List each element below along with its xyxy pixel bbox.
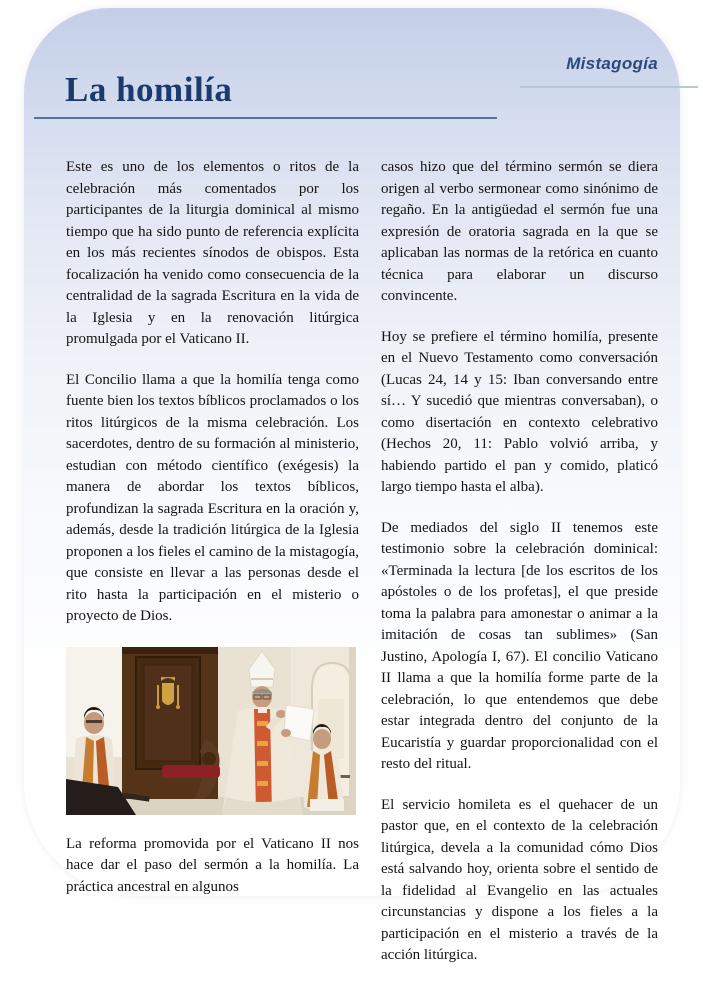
paragraph: El Concilio llama a que la homilía tenga como fuente bien los textos bíblicos proclamados o los ritos litúrgicos de la misma celebración. Los sacerdotes, dentro de su formación al ministerio, estudian con método científico (exégesis) la manera de abordar los textos bíblicos, profundizan la sagrada Escritura en la oración y, además, desde la tradición litúrgica de la Iglesia proponen a los fieles el camino de la mistagogía, que consiste en llevar a las personas desde el rito hasta la participación en el misterio o proyecto de Dios. (66, 371, 359, 624)
paragraph: casos hizo que del término sermón se diera origen al verbo sermonear como sinónimo de regaño. En la antigüedad el sermón fue una expresión de oratoria sagrada en la que se aplicaban las normas de la retórica en cuanto técnica para elaborar un discurso convincente. (381, 159, 658, 304)
left-column (66, 157, 359, 917)
masthead-rule (520, 86, 698, 88)
paragraph: La reforma promovida por el Vaticano II nos hace dar el paso del sermón a la homilía. La práctica ancestral en algunos (66, 835, 359, 895)
page-title: La homilía (65, 70, 233, 109)
homily-photo (66, 647, 356, 815)
paragraph: Este es uno de los elementos o ritos de la celebración más comentados por los participantes de la liturgia dominical al mismo tiempo que ha sido punto de referencia explícita en los más recientes sínodos de obispos. Esta focalización ha venido como consecuencia de la centralidad de la sagrada Escritura en la vida de la Iglesia y en la renovación litúrgica promulgada por el Vaticano II. (66, 159, 359, 347)
masthead-label: Mistagogía (566, 54, 658, 73)
paragraph: De mediados del siglo II tenemos este testimonio sobre la celebración dominical: «Terminada la lectura [de los escritos de los apóstoles o de los profetas], el que preside toma la palabra para amonestar o animar a la imitación de cosas tan sublimes» (San Justino, Apología I, 67). El concilio Vaticano II llama a que la homilía forme parte de la celebración, lo que entendemos que debe estar integrada dentro del conjunto de la Eucaristía y guardar proporcionalidad con el resto del ritual. (381, 519, 658, 772)
paragraph: El servicio homileta es el quehacer de un pastor que, en el contexto de la celebración litúrgica, devela a la comunidad cómo Dios está salvando hoy, orienta sobre el sentido de la fidelidad al Evangelio en las actuales circunstancias y dispone a los fieles a la participación en el misterio a través de la acción litúrgica. (381, 796, 658, 963)
title-rule (34, 117, 497, 119)
homily-photo-illustration (66, 647, 356, 815)
paragraph: Hoy se prefiere el término homilía, presente en el Nuevo Testamento como conversación (Lucas 24, 14 y 15: Iban conversando entre sí… Y sucedió que mientras conversaban), o como disertación en contexto celebrativo (Hechos 20, 11: Pablo volvió arriba, y habiendo partido el pan y comido, platicó largo tiempo hasta el alba). (381, 328, 658, 495)
right-column (381, 157, 658, 986)
page-card (24, 8, 680, 963)
